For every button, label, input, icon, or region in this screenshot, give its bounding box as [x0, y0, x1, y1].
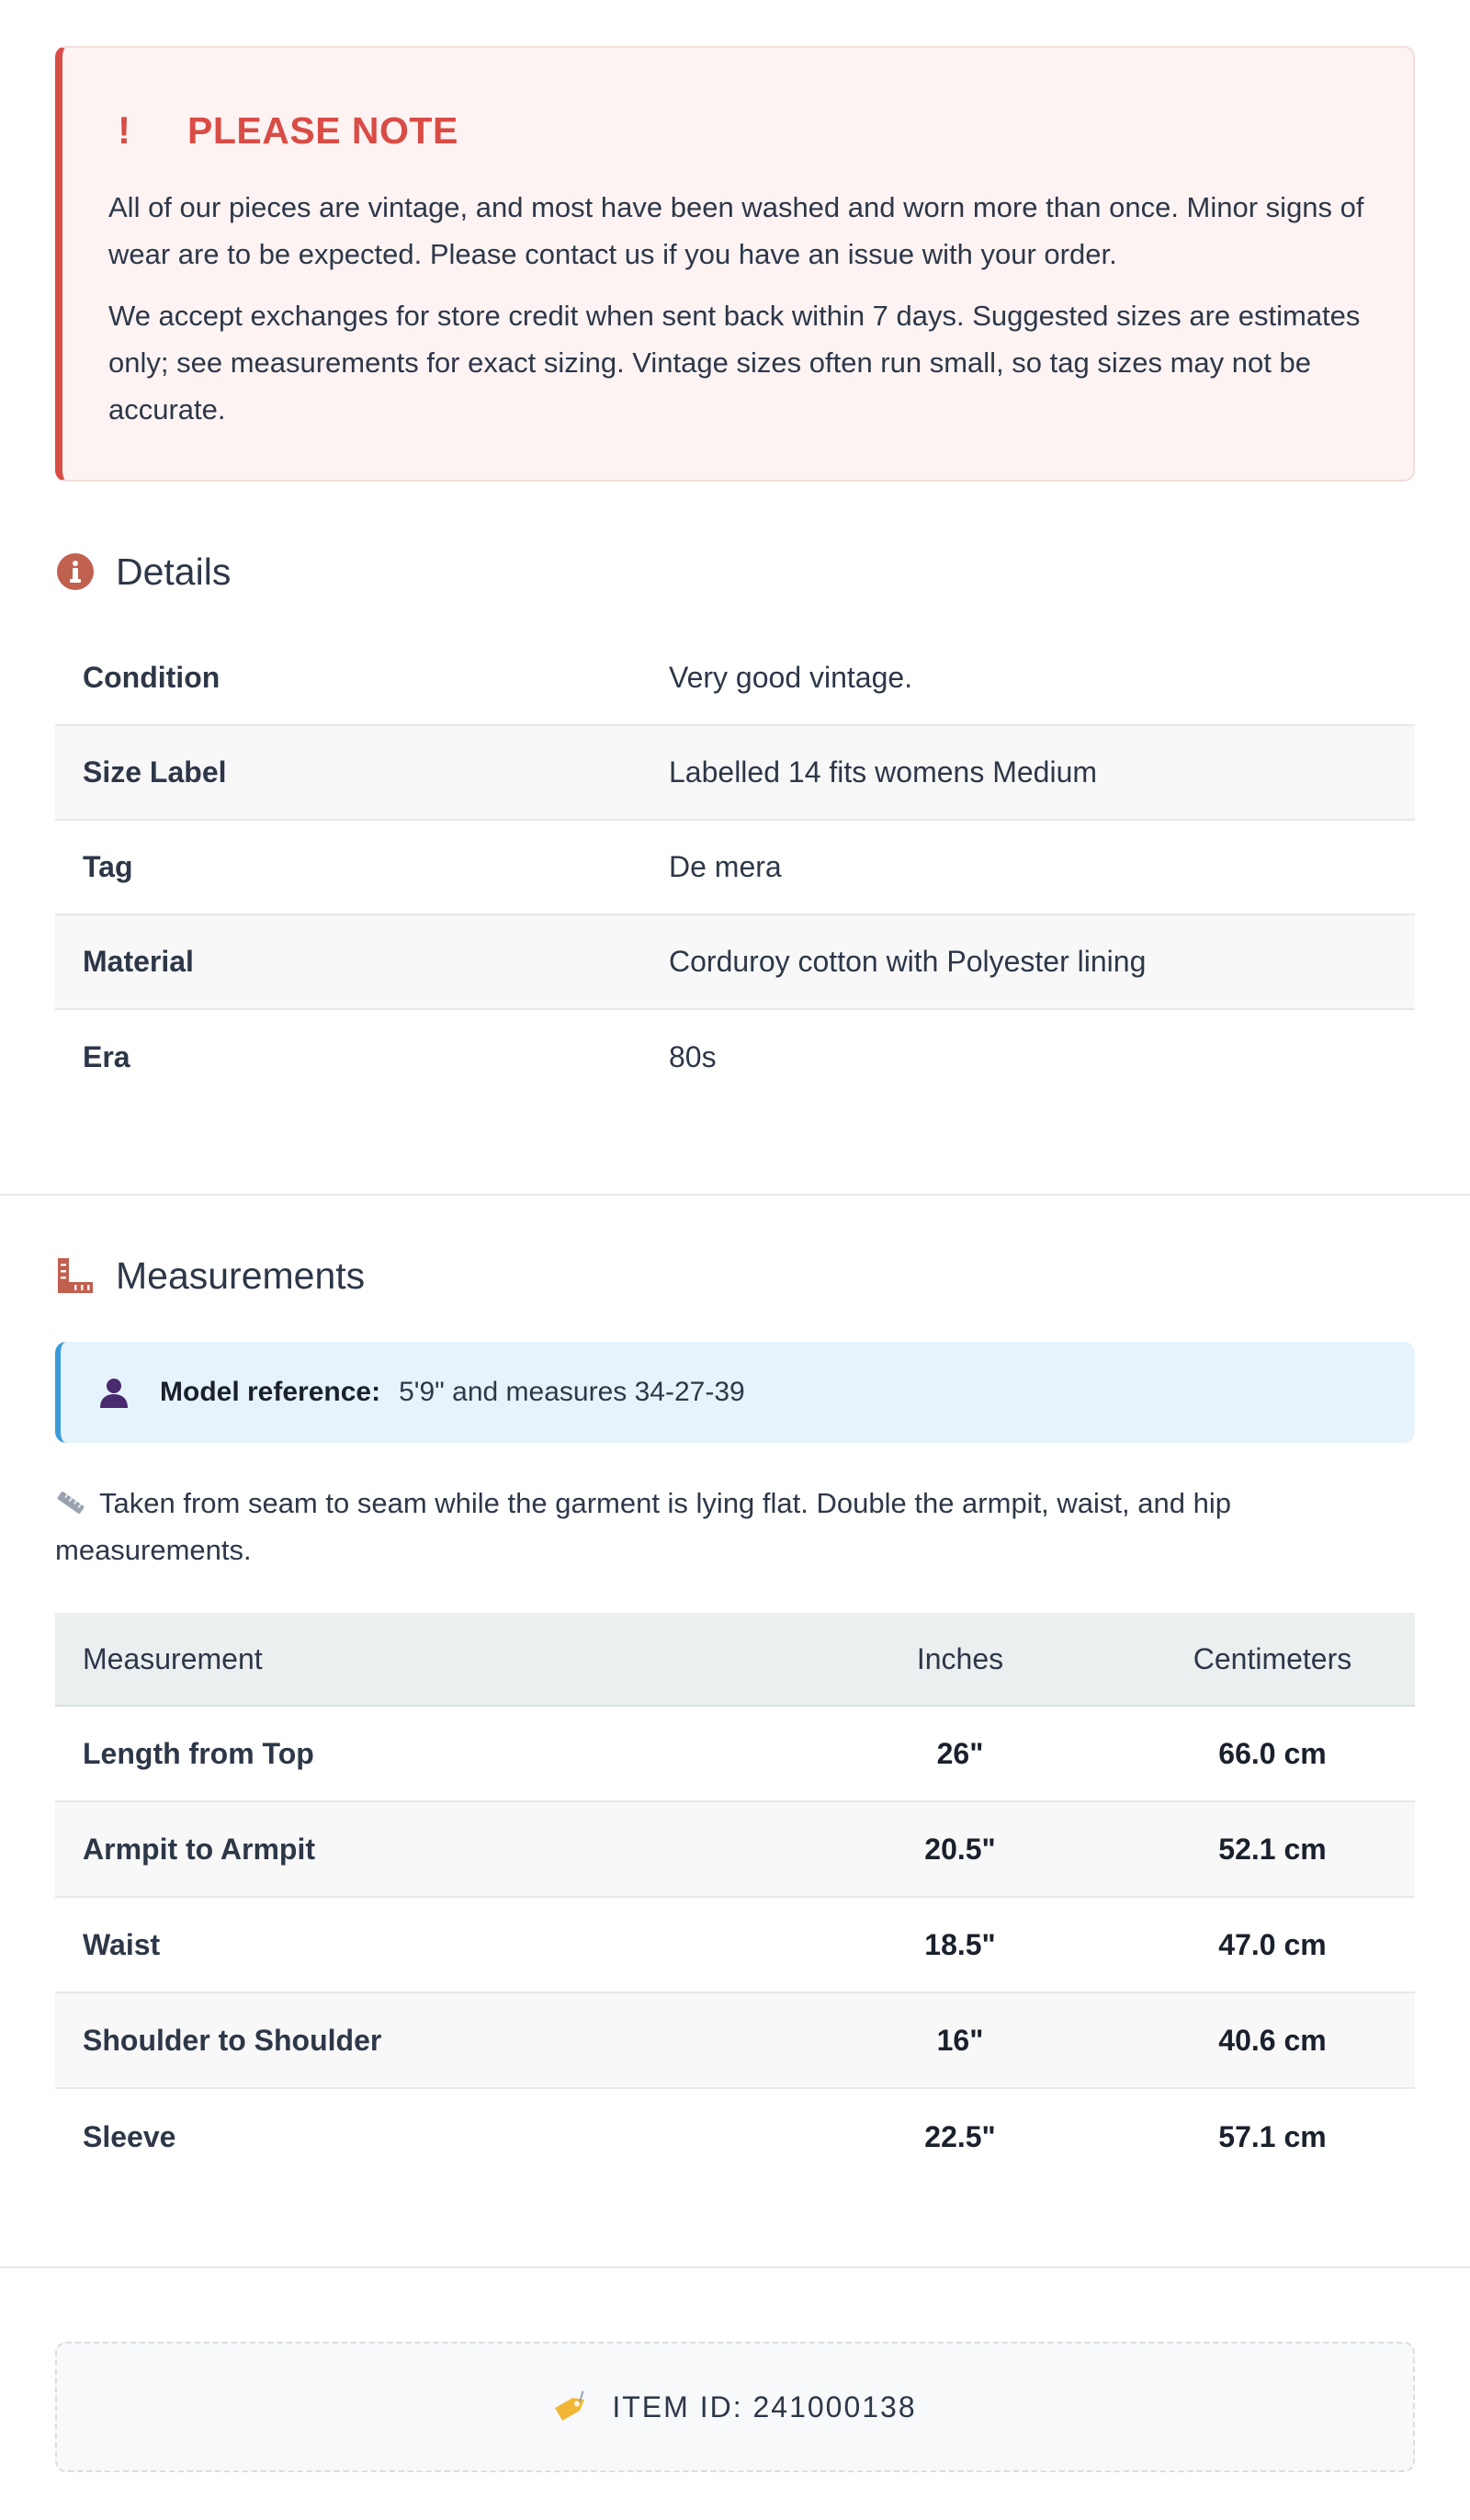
model-reference-box	[55, 1342, 1415, 1443]
info-circle-icon	[55, 551, 96, 592]
table-row	[55, 1898, 1415, 1993]
measurement-name: Shoulder to Shoulder	[83, 2023, 382, 2057]
measurement-cm: 66.0 cm	[1218, 1736, 1327, 1770]
details-row-label: Material	[83, 945, 194, 978]
table-row	[55, 1802, 1415, 1898]
please-note-paragraph: All of our pieces are vintage, and most have been washed and worn more than once. Minor signs of wear are to be expected. Please contact us if you have an issue with your order.	[108, 191, 1364, 270]
please-note-header	[108, 103, 1367, 158]
column-header-inches: Inches	[916, 1641, 1004, 1675]
details-row	[55, 726, 1415, 821]
measurements-heading	[55, 1248, 365, 1303]
measurement-inches: 20.5"	[924, 1832, 996, 1866]
item-id-text: ITEM ID: 241000138	[612, 2389, 917, 2424]
model-reference-value: 5'9" and measures 34-27-39	[399, 1377, 745, 1407]
please-note-title: PLEASE NOTE	[187, 108, 458, 152]
details-row-label: Era	[83, 1040, 130, 1073]
measurement-inches: 16"	[936, 2023, 984, 2057]
details-row-value: Very good vintage.	[669, 661, 913, 694]
details-heading	[55, 544, 231, 599]
column-header-centimeters: Centimeters	[1193, 1641, 1352, 1675]
table-row	[55, 1993, 1415, 2089]
details-row	[55, 631, 1415, 726]
details-row-value: De mera	[669, 850, 782, 883]
tag-icon	[553, 2390, 590, 2424]
please-note-panel	[55, 46, 1415, 482]
measurement-cm: 52.1 cm	[1218, 1832, 1327, 1866]
details-row-label: Tag	[83, 850, 133, 883]
details-row-value: Labelled 14 fits womens Medium	[669, 755, 1098, 789]
section-divider	[0, 2266, 1470, 2268]
section-divider	[0, 1194, 1470, 1196]
measurement-name: Length from Top	[83, 1736, 314, 1770]
details-table	[55, 631, 1415, 1105]
measurements-table	[55, 1613, 1415, 2185]
details-row-value: 80s	[669, 1040, 717, 1073]
column-header-measurement: Measurement	[83, 1641, 263, 1675]
exclamation-icon: !	[118, 108, 130, 152]
details-row	[55, 1010, 1415, 1105]
measurement-cm: 40.6 cm	[1218, 2023, 1327, 2057]
measurement-inches: 26"	[936, 1736, 984, 1770]
measurement-cm: 47.0 cm	[1218, 1927, 1327, 1961]
table-header	[55, 1613, 1415, 1707]
measurement-name: Waist	[83, 1927, 161, 1961]
measurement-name: Armpit to Armpit	[83, 1832, 316, 1866]
person-icon	[97, 1376, 130, 1409]
measurement-inches: 18.5"	[924, 1927, 996, 1961]
please-note-paragraph: We accept exchanges for store credit when sent back within 7 days. Suggested sizes are estimates only; see measurements for exact sizing. Vintage sizes often run small, so tag sizes may not be accurate.	[108, 300, 1361, 426]
details-row	[55, 821, 1415, 915]
model-reference-label: Model reference:	[160, 1377, 381, 1407]
details-row	[55, 915, 1415, 1010]
measurement-instructions-text: Taken from seam to seam while the garment is lying flat. Double the armpit, waist, and hip measurements.	[55, 1487, 1231, 1566]
measurement-inches: 22.5"	[924, 2119, 996, 2153]
table-row	[55, 2089, 1415, 2185]
measurement-name: Sleeve	[83, 2119, 176, 2153]
table-row	[55, 1707, 1415, 1802]
measurements-title: Measurements	[116, 1254, 366, 1297]
details-row-label: Size Label	[83, 755, 227, 789]
measurement-cm: 57.1 cm	[1218, 2119, 1327, 2153]
ruler-icon	[55, 1255, 96, 1296]
measurement-instructions	[55, 1480, 1415, 1573]
item-id-box	[55, 2342, 1415, 2472]
ruler-pencil-icon	[55, 1482, 86, 1508]
details-title: Details	[116, 550, 232, 593]
details-row-value: Corduroy cotton with Polyester lining	[669, 945, 1147, 978]
details-row-label: Condition	[83, 661, 220, 694]
